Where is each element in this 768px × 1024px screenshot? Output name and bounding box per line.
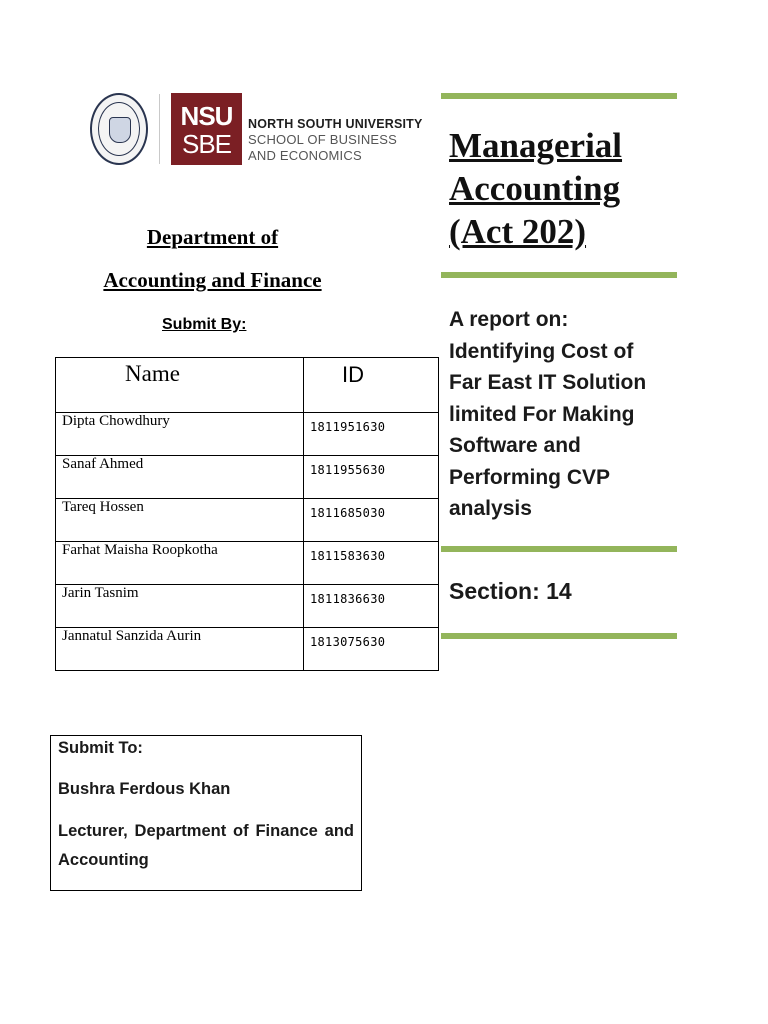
member-id: 1811583630 [304,542,439,585]
member-id: 1811685030 [304,499,439,542]
submit-to-box [50,735,362,891]
report-line: Far East IT Solution [449,371,647,394]
report-line: Performing CVP [449,465,611,489]
divider-bar [441,546,677,552]
divider-bar [441,272,677,278]
member-id: 1813075630 [304,628,439,671]
member-id: 1811836630 [304,585,439,628]
report-description [449,304,677,525]
table-row [56,542,439,585]
course-title-line3: (Act 202) [449,212,587,251]
university-name [248,116,423,164]
logo-bottom-text: SBE [181,129,232,159]
table-row [56,456,439,499]
logo-top-text: NSU [180,101,233,131]
submit-to-name: Bushra Ferdous Khan [58,780,231,798]
member-name: Farhat Maisha Roopkotha [56,542,304,585]
id-column-header: ID [304,358,439,413]
divider-bar [441,633,677,639]
department-line2: Accounting and Finance [103,268,322,292]
member-name: Dipta Chowdhury [56,413,304,456]
report-line: analysis [449,497,532,520]
report-line: A report on: [449,308,569,331]
course-title [449,124,622,253]
name-column-header: Name [56,358,304,413]
university-line2: SCHOOL OF BUSINESS [248,132,398,147]
member-name: Sanaf Ahmed [56,456,304,499]
table-row [56,499,439,542]
university-line3: AND ECONOMICS [248,148,362,163]
submit-by-label: Submit By: [162,316,247,333]
table-row [56,628,439,671]
nsu-sbe-logo [171,93,242,165]
submit-to-designation: Lecturer, Department of Finance and Accounting [58,822,354,869]
table-header-row [56,358,439,413]
divider-bar [441,93,677,99]
member-name: Jarin Tasnim [56,585,304,628]
course-title-line2: Accounting [449,169,621,208]
university-line1: NORTH SOUTH UNIVERSITY [248,117,423,131]
member-id: 1811951630 [304,413,439,456]
course-title-line1: Managerial [449,126,623,165]
member-id: 1811955630 [304,456,439,499]
member-name: Tareq Hossen [56,499,304,542]
report-line: Software and [449,434,581,457]
university-seal-logo [90,93,148,165]
report-line: Identifying Cost of [449,339,634,363]
table-row [56,413,439,456]
department-line1: Department of [146,225,279,249]
logo-divider [159,94,160,164]
section-label: Section: 14 [449,578,572,604]
members-table [55,357,439,671]
report-line: limited For Making [449,402,635,426]
table-row [56,585,439,628]
member-name: Jannatul Sanzida Aurin [56,628,304,671]
submit-to-label: Submit To: [58,739,143,757]
